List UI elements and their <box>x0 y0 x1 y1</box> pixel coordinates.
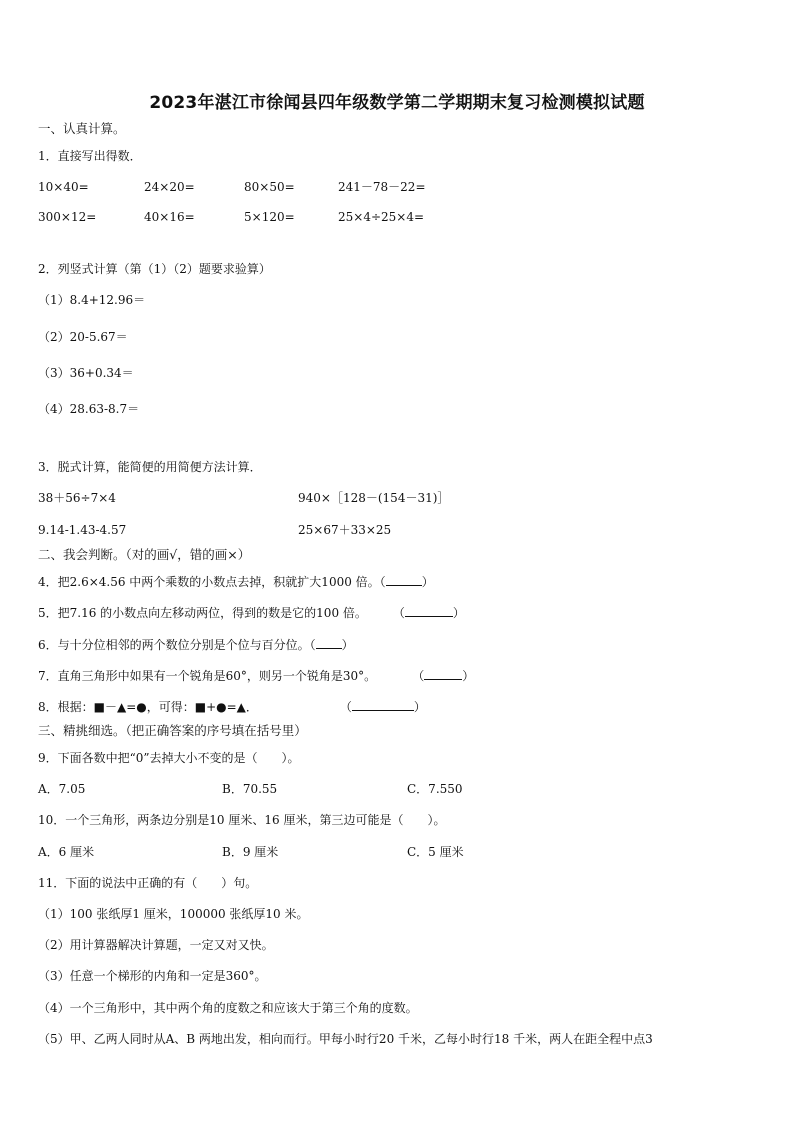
question-2-label: 2．列竖式计算（第（1）（2）题要求验算） <box>38 262 271 276</box>
stepwise-calc-item: 9.14-1.43-4.57 <box>38 523 127 537</box>
question-1-label: 1．直接写出得数． <box>38 149 142 163</box>
judgement-item: 8．根据：■－▲=●，可得：■+●=▲． （ ） <box>38 700 426 714</box>
judgement-text: 4．把2.6×4.56 中两个乘数的小数点去掉，积就扩大1000 倍。 <box>38 575 380 589</box>
judgement-text: 6．与十分位相邻的两个数位分别是个位与百分位。 <box>38 638 310 652</box>
calc-item: 40×16= <box>144 210 195 224</box>
section-3-heading: 三、精挑细选。（把正确答案的序号填在括号里） <box>38 723 307 738</box>
judgement-text: 7．直角三角形中如果有一个锐角是60°，则另一个锐角是30°。 <box>38 669 377 683</box>
vertical-calc-item: （2）20-5.67＝ <box>38 330 128 344</box>
judgement-item: 7．直角三角形中如果有一个锐角是60°，则另一个锐角是30°。 （ ） <box>38 669 475 683</box>
judgement-item: 5．把7.16 的小数点向左移动两位，得到的数是它的100 倍。 （ ） <box>38 606 465 620</box>
section-2-heading: 二、我会判断。（对的画√，错的画×） <box>38 547 251 562</box>
judgement-item: 6．与十分位相邻的两个数位分别是个位与百分位。（ ） <box>38 638 354 652</box>
calc-item: 24×20= <box>144 180 195 194</box>
calc-item: 10×40= <box>38 180 89 194</box>
question-9: 9．下面各数中把“0”去掉大小不变的是（ ）。 <box>38 751 300 765</box>
question-11: 11．下面的说法中正确的有（ ）句。 <box>38 876 258 890</box>
section-1-heading: 一、认真计算。 <box>38 121 126 136</box>
choice-option-b[interactable]: B．70.55 <box>222 782 278 796</box>
stepwise-calc-item: 940×［128－(154－31)］ <box>298 491 450 505</box>
answer-blank[interactable] <box>424 667 462 680</box>
stepwise-calc-item: 38＋56÷7×4 <box>38 491 116 505</box>
choice-option-b[interactable]: B．9 厘米 <box>222 845 279 859</box>
question-3-label: 3．脱式计算，能简便的用简便方法计算． <box>38 460 262 474</box>
choice-option-c[interactable]: C．7.550 <box>407 782 463 796</box>
answer-blank[interactable] <box>386 573 422 586</box>
calc-item: 80×50= <box>244 180 295 194</box>
judgement-item: 4．把2.6×4.56 中两个乘数的小数点去掉，积就扩大1000 倍。（ ） <box>38 575 434 589</box>
calc-item: 241－78－22= <box>338 180 426 194</box>
choice-option-c[interactable]: C．5 厘米 <box>407 845 464 859</box>
vertical-calc-item: （1）8.4+12.96＝ <box>38 293 146 307</box>
statement-item: （2）用计算器解决计算题，一定又对又快。 <box>38 938 274 952</box>
judgement-text: 8．根据：■－▲=●，可得：■+●=▲． <box>38 700 258 714</box>
calc-item: 300×12= <box>38 210 97 224</box>
statement-item: （1）100 张纸厚1 厘米，100000 张纸厚10 米。 <box>38 907 309 921</box>
judgement-text: 5．把7.16 的小数点向左移动两位，得到的数是它的100 倍。 <box>38 606 367 620</box>
page-title: 2023年湛江市徐闻县四年级数学第二学期期末复习检测模拟试题 <box>149 93 645 113</box>
choice-option-a[interactable]: A．7.05 <box>38 782 86 796</box>
statement-item: （4）一个三角形中，其中两个角的度数之和应该大于第三个角的度数。 <box>38 1001 418 1015</box>
stepwise-calc-item: 25×67＋33×25 <box>298 523 392 537</box>
answer-blank[interactable] <box>405 604 453 617</box>
statement-item: （5）甲、乙两人同时从A、B 两地出发，相向而行。甲每小时行20 千米，乙每小时行18 千米，两人在距全程中点3 <box>38 1032 653 1046</box>
statement-item: （3）任意一个梯形的内角和一定是360°。 <box>38 969 267 983</box>
calc-item: 25×4÷25×4= <box>338 210 425 224</box>
answer-blank[interactable] <box>316 636 342 649</box>
vertical-calc-item: （3）36+0.34＝ <box>38 366 134 380</box>
answer-blank[interactable] <box>352 698 414 711</box>
calc-item: 5×120= <box>244 210 295 224</box>
question-10: 10．一个三角形，两条边分别是10 厘米、16 厘米，第三边可能是（ ）。 <box>38 813 446 827</box>
vertical-calc-item: （4）28.63-8.7＝ <box>38 402 140 416</box>
choice-option-a[interactable]: A．6 厘米 <box>38 845 95 859</box>
